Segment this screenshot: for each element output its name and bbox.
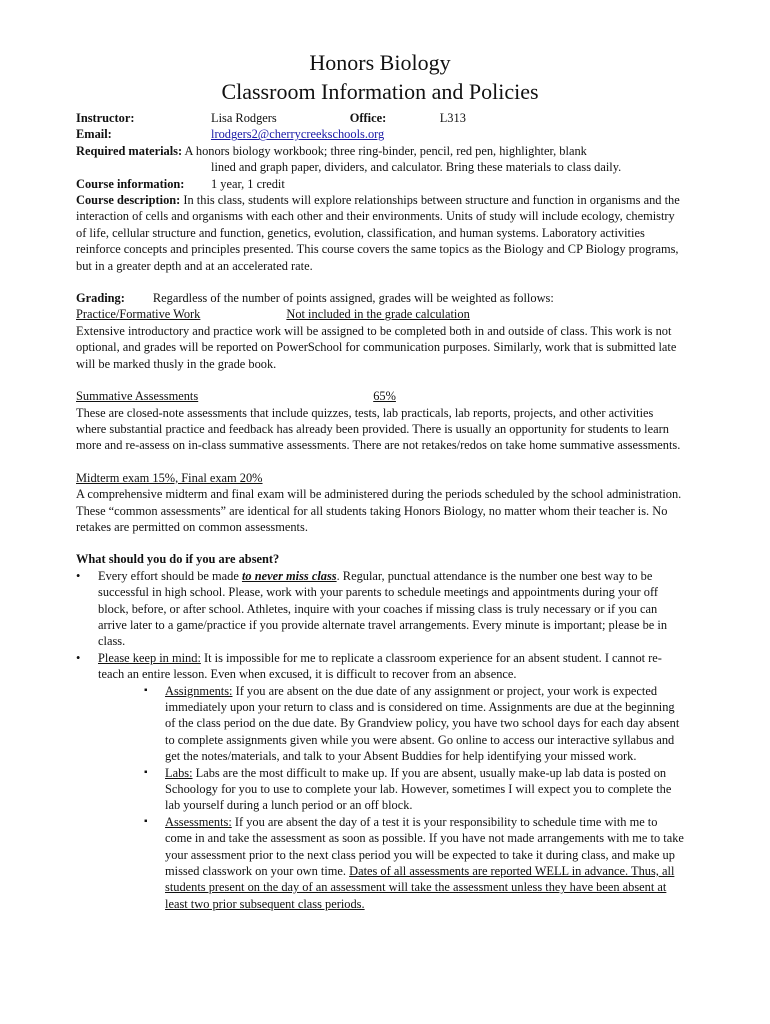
absent-bullet-2: • Please keep in mind: It is impossible for me to replicate a classroom experience for an absent student. I cannot re-teach an entire lesson. Even when excused, it is difficult to recover from an absence. ▪ Assignments: If you are absent on the due date of any assignment or project, your work is expected immediately upon your return to class and is considered on time. Assignments are due at the beginning of the class period on the due date. By Grandview policy, you have two school days for each day absent to complete assignments given while you were absent. Go online to access our interactive syllabus and get the notes/materials, and talk to your Absent Buddies for help identifying your missed work. ▪ Labs: Labs are the most difficult to make up. If you are absent, usually make-up lab data is posted on Schoology for you to use to complete your lab. However, sometimes I will expect you to complete the lab yourself during a lunch period or an off block. ▪ Assessments: If you are absent the day of a test it is your responsibility to schedule time with me to come in and take the assessment as soon as possible. If you have not made arrangements with me to take your assessment prior to the next class period you will be expected to take it during class, and make up missed classwork on your own time. Dates of all assessments are reported WELL in advance. Thus, all students present on the day of an assessment will take the assessment unless they have been absent at least two prior subsequent class periods. xyxy=(76,650,684,913)
document-title xyxy=(76,48,684,106)
absent-heading: What should you do if you are absent? xyxy=(76,552,280,567)
title-line-1: Honors Biology xyxy=(309,50,451,75)
sub-item-assignments: ▪ Assignments: If you are absent on the due date of any assignment or project, your work is expected immediately upon your return to class and is considered on time. Assignments are due at the beginning of the class period on the due date. By Grandview policy, you have two school days for each day absent to complete assignments given while you were absent. Go online to access our interactive syllabus and get the notes/materials, and talk to your Absent Buddies for help identifying your missed work. xyxy=(144,683,684,765)
materials-label: Required materials: xyxy=(76,143,183,158)
practice-heading: Practice/Formative Work Not included in the grade calculation xyxy=(76,307,470,322)
summative-text: These are closed-note assessments that include quizzes, tests, lab practicals, lab reports, projects, and other activities where substantial practice and feedback has already been provided. There is usually an opportunity for students to learn more and re-assess on in-class summative assessments. There are not retakes/redos on take home summative assessments. xyxy=(76,405,681,453)
assessment-dates-note: Dates of all assessments are reported WELL in advance. Thus, all students present on the day of an assessment will take the assessment unless they have been absent at least two prior subsequent class periods. xyxy=(165,864,675,911)
summative-heading-row xyxy=(76,388,684,404)
sub-item-assessments: ▪ Assessments: If you are absent the day of a test it is your responsibility to schedule time with me to come in and take the assessment as soon as possible. If you have not made arrangements with me to take your assessment prior to the next class period you will be expected to take it during class, and make up missed classwork on your own time. Dates of all assessments are reported WELL in advance. Thus, all students present on the day of an assessment will take the assessment unless they have been absent at least two prior subsequent class periods. xyxy=(144,814,684,912)
absent-bullet-1: • Every effort should be made to never miss class. Regular, punctual attendance is the number one best way to be successful in high school. Please, work with your parents to schedule meetings and appointments during your off block, before, or after school. Athletes, inquire with your coaches if missing class is truly necessary or if you can arrive later to a game/practice if you provide alternate travel arrangements. Every minute is important; please be in class. xyxy=(76,568,684,650)
office-value: L313 xyxy=(439,111,466,125)
practice-text: Extensive introductory and practice work will be assigned to be completed both in and outside of class. This work is not optional, and grades will be reported on PowerSchool for communication purposes. Similarly, work that is submitted late will be marked thusly in the grade book. xyxy=(76,323,677,371)
grading-intro-text: Regardless of the number of points assigned, grades will be weighted as follows: xyxy=(152,291,554,306)
materials-block xyxy=(76,143,684,176)
summative-heading: Summative Assessments 65% xyxy=(76,389,396,404)
grading-label: Grading: xyxy=(76,291,125,306)
materials-line-2: lined and graph paper, dividers, and calculator. Bring these materials to class daily. xyxy=(211,160,622,175)
document-page xyxy=(76,48,684,912)
email-row xyxy=(76,126,684,142)
practice-weight: Not included in the grade calculation xyxy=(286,307,470,322)
keep-in-mind-label: Please keep in mind: xyxy=(98,650,201,665)
instructor-label: Instructor: xyxy=(76,111,135,125)
course-info-label: Course information: xyxy=(76,176,185,191)
office-label: Office: xyxy=(349,111,387,125)
course-description-label: Course description: xyxy=(76,193,181,208)
course-info-value: 1 year, 1 credit xyxy=(211,176,285,191)
exam-heading: Midterm exam 15%, Final exam 20% xyxy=(76,470,263,485)
email-label: Email: xyxy=(76,127,112,142)
instructor-row xyxy=(76,110,684,126)
grading-intro xyxy=(76,290,684,306)
absent-bullet-list xyxy=(76,568,684,913)
email-link[interactable]: lrodgers2@cherrycreekschools.org xyxy=(211,127,385,142)
absent-sub-list xyxy=(98,683,684,913)
sub-item-labs: ▪ Labs: Labs are the most difficult to make up. If you are absent, usually make-up lab data is posted on Schoology for you to use to complete your lab. However, sometimes I will expect you to complete the lab yourself during a lunch period or an off block. xyxy=(144,765,684,814)
instructor-value: Lisa Rodgers xyxy=(211,111,277,125)
course-description xyxy=(76,192,684,274)
summative-weight: 65% xyxy=(373,389,396,404)
materials-line-1: A honors biology workbook; three ring-binder, pencil, red pen, highlighter, blank xyxy=(184,143,587,158)
exam-text: A comprehensive midterm and final exam will be administered during the periods scheduled by the school administration. These “common assessments” are identical for all students taking Honors Biology, no matter whom their teacher is. No retakes are permitted on common assessments. xyxy=(76,487,682,534)
exam-heading-row xyxy=(76,470,684,486)
course-info-row xyxy=(76,176,684,192)
never-miss-class-emphasis: to never miss class xyxy=(241,568,337,583)
title-line-2: Classroom Information and Policies xyxy=(221,79,539,104)
course-description-text: In this class, students will explore relationships between structure and function in organisms and the interaction of cells and organisms with each other and their environments. Units of study will include ecology, chemistry of life, cellular structure and function, genetics, evolution, classification, and human systems. Laboratory activities reinforce concepts and principles presented. This course covers the same topics as the Biology and CP Biology programs, but in a greater depth and at an accelerated rate. xyxy=(76,193,680,273)
practice-heading-row xyxy=(76,306,684,322)
